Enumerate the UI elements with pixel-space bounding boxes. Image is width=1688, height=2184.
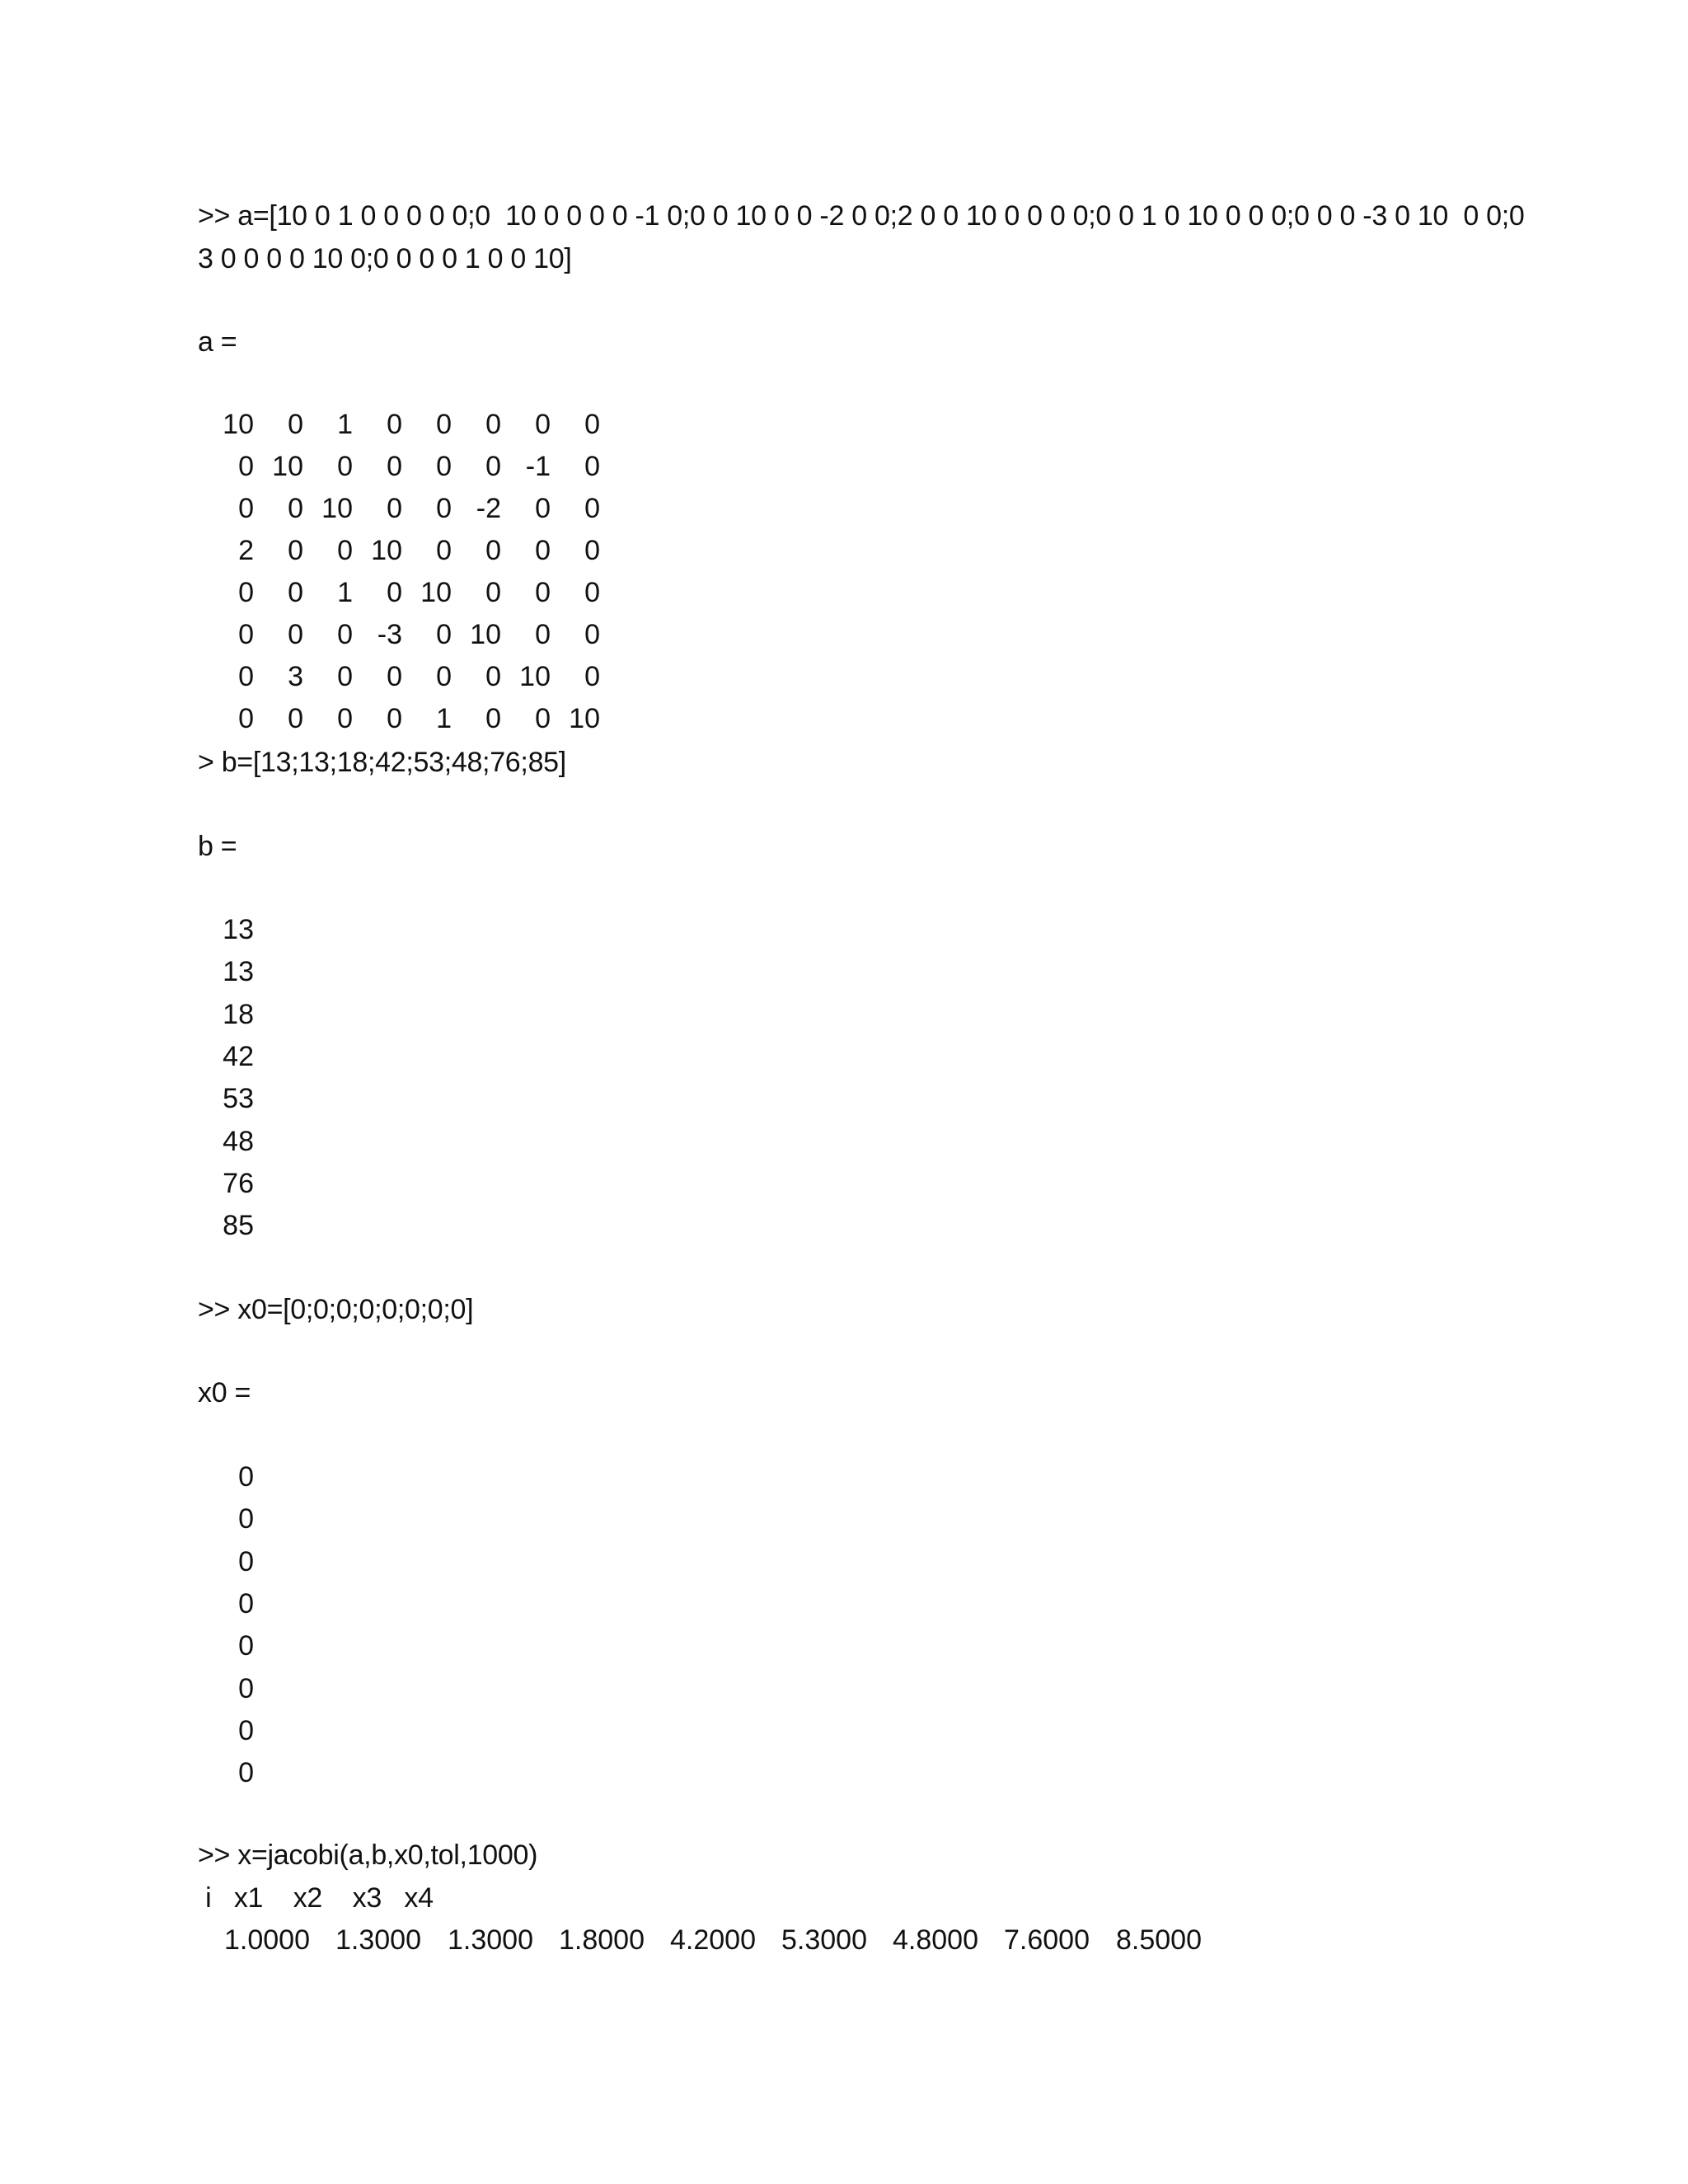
matrix-a-cell: 0 xyxy=(337,451,353,482)
matrix-a-cell: 0 xyxy=(238,703,254,734)
command-a-line-1: >> a=[10 0 1 0 0 0 0 0;0 10 0 0 0 0 -1 0;0 0 10 0 0 -2 0 0;2 0 0 10 0 0 0 0;0 0 1 0 10 0 0 0;0 0 0 -3 0 10 0 0;0 xyxy=(198,200,1525,232)
command-a-line-2: 3 0 0 0 0 10 0;0 0 0 0 1 0 0 10] xyxy=(198,243,572,274)
matrix-a-cell: 0 xyxy=(387,451,402,482)
matrix-a-cell: 0 xyxy=(535,703,551,734)
matrix-a-cell: 10 xyxy=(470,619,501,650)
iteration-value: 5.3000 xyxy=(781,1924,867,1956)
iteration-value: 4.8000 xyxy=(893,1924,978,1956)
matrix-a-cell: 0 xyxy=(288,493,303,524)
matrix-a-cell: -2 xyxy=(476,493,501,524)
matrix-a-cell: 0 xyxy=(288,535,303,566)
matrix-a-cell: 0 xyxy=(436,535,452,566)
vector-b-entry: 13 xyxy=(223,956,254,988)
vector-b-entry: 76 xyxy=(223,1167,254,1199)
vector-b-entry: 48 xyxy=(223,1125,254,1157)
matrix-a-cell: 0 xyxy=(535,577,551,608)
iteration-header: i x1 x2 x3 x4 xyxy=(198,1882,434,1914)
matrix-a-cell: 0 xyxy=(387,703,402,734)
matrix-a-cell: 0 xyxy=(387,577,402,608)
matrix-a-cell: 0 xyxy=(337,535,353,566)
vector-x0-entry: 0 xyxy=(238,1630,254,1662)
matrix-a-cell: 0 xyxy=(584,451,600,482)
matrix-a-cell: 0 xyxy=(535,493,551,524)
matrix-a-cell: 0 xyxy=(485,409,501,440)
matrix-a-cell: 1 xyxy=(337,409,353,440)
vector-b-entry: 18 xyxy=(223,998,254,1030)
matrix-a-cell: 0 xyxy=(485,535,501,566)
matrix-a-cell: 0 xyxy=(584,493,600,524)
matrix-a-cell: 0 xyxy=(337,619,353,650)
matrix-a-cell: 0 xyxy=(436,493,452,524)
vector-b-entry: 13 xyxy=(223,914,254,945)
vector-x0-entry: 0 xyxy=(238,1714,254,1746)
iteration-value: 1.3000 xyxy=(448,1924,533,1956)
vector-x0-entry: 0 xyxy=(238,1672,254,1704)
vector-x0-entry: 0 xyxy=(238,1757,254,1789)
vector-b-entry: 85 xyxy=(223,1210,254,1242)
matrix-a-cell: 0 xyxy=(436,409,452,440)
x0-output-label: x0 = xyxy=(198,1377,251,1408)
vector-b-entry: 42 xyxy=(223,1040,254,1072)
iteration-value: 1.3000 xyxy=(335,1924,421,1956)
matrix-a-cell: 3 xyxy=(288,661,303,692)
matrix-a-cell: 1 xyxy=(436,703,452,734)
matrix-a-cell: 10 xyxy=(519,661,551,692)
matrix-a-cell: 0 xyxy=(238,493,254,524)
matrix-a-cell: 10 xyxy=(371,535,402,566)
a-output-label: a = xyxy=(198,326,237,358)
matrix-a-cell: 0 xyxy=(238,577,254,608)
vector-x0-entry: 0 xyxy=(238,1587,254,1619)
matrix-a-cell: 0 xyxy=(387,493,402,524)
iteration-value: 1.0000 xyxy=(224,1924,310,1956)
matrix-a-cell: 0 xyxy=(584,409,600,440)
matrix-a-cell: 0 xyxy=(584,661,600,692)
b-output-label: b = xyxy=(198,831,237,862)
iteration-value: 8.5000 xyxy=(1116,1924,1202,1956)
matrix-a-cell: 0 xyxy=(337,703,353,734)
matrix-a-cell: 0 xyxy=(436,451,452,482)
matrix-a-cell: -1 xyxy=(525,451,551,482)
matrix-a-cell: 10 xyxy=(223,409,254,440)
matrix-a-cell: 10 xyxy=(272,451,303,482)
matrix-a-cell: 0 xyxy=(238,661,254,692)
matrix-a-cell: 0 xyxy=(288,409,303,440)
iteration-value: 4.2000 xyxy=(670,1924,756,1956)
matrix-a-cell: 10 xyxy=(321,493,353,524)
matrix-a-cell: 0 xyxy=(288,577,303,608)
vector-x0-entry: 0 xyxy=(238,1461,254,1493)
matrix-a-cell: 0 xyxy=(288,619,303,650)
matrix-a-cell: 0 xyxy=(238,451,254,482)
matrix-a-cell: 10 xyxy=(420,577,452,608)
matrix-a-cell: 0 xyxy=(238,619,254,650)
matrix-a-cell: 0 xyxy=(485,577,501,608)
matrix-a-cell: 2 xyxy=(238,535,254,566)
vector-b-entry: 53 xyxy=(223,1083,254,1115)
command-jacobi: >> x=jacobi(a,b,x0,tol,1000) xyxy=(198,1840,538,1871)
matrix-a-cell: 0 xyxy=(535,535,551,566)
matrix-a-cell: -3 xyxy=(377,619,402,650)
matrix-a-cell: 0 xyxy=(485,661,501,692)
matrix-a-cell: 0 xyxy=(387,661,402,692)
matrix-a-cell: 0 xyxy=(337,661,353,692)
matrix-a-cell: 0 xyxy=(485,451,501,482)
command-x0: >> x0=[0;0;0;0;0;0;0;0] xyxy=(198,1294,474,1325)
matrix-a-cell: 0 xyxy=(535,409,551,440)
matrix-a-cell: 0 xyxy=(436,661,452,692)
iteration-value: 7.6000 xyxy=(1004,1924,1090,1956)
matrix-a-cell: 0 xyxy=(387,409,402,440)
vector-x0-entry: 0 xyxy=(238,1545,254,1577)
matrix-a-cell: 10 xyxy=(569,703,600,734)
matrix-a-cell: 0 xyxy=(584,619,600,650)
iteration-value: 1.8000 xyxy=(559,1924,645,1956)
matrix-a-cell: 0 xyxy=(535,619,551,650)
matrix-a-cell: 0 xyxy=(436,619,452,650)
matrix-a-cell: 0 xyxy=(584,577,600,608)
matrix-a-cell: 0 xyxy=(288,703,303,734)
matrix-a-cell: 0 xyxy=(584,535,600,566)
vector-x0-entry: 0 xyxy=(238,1503,254,1535)
command-b: > b=[13;13;18;42;53;48;76;85] xyxy=(198,747,566,778)
matrix-a-cell: 1 xyxy=(337,577,353,608)
matrix-a-cell: 0 xyxy=(485,703,501,734)
